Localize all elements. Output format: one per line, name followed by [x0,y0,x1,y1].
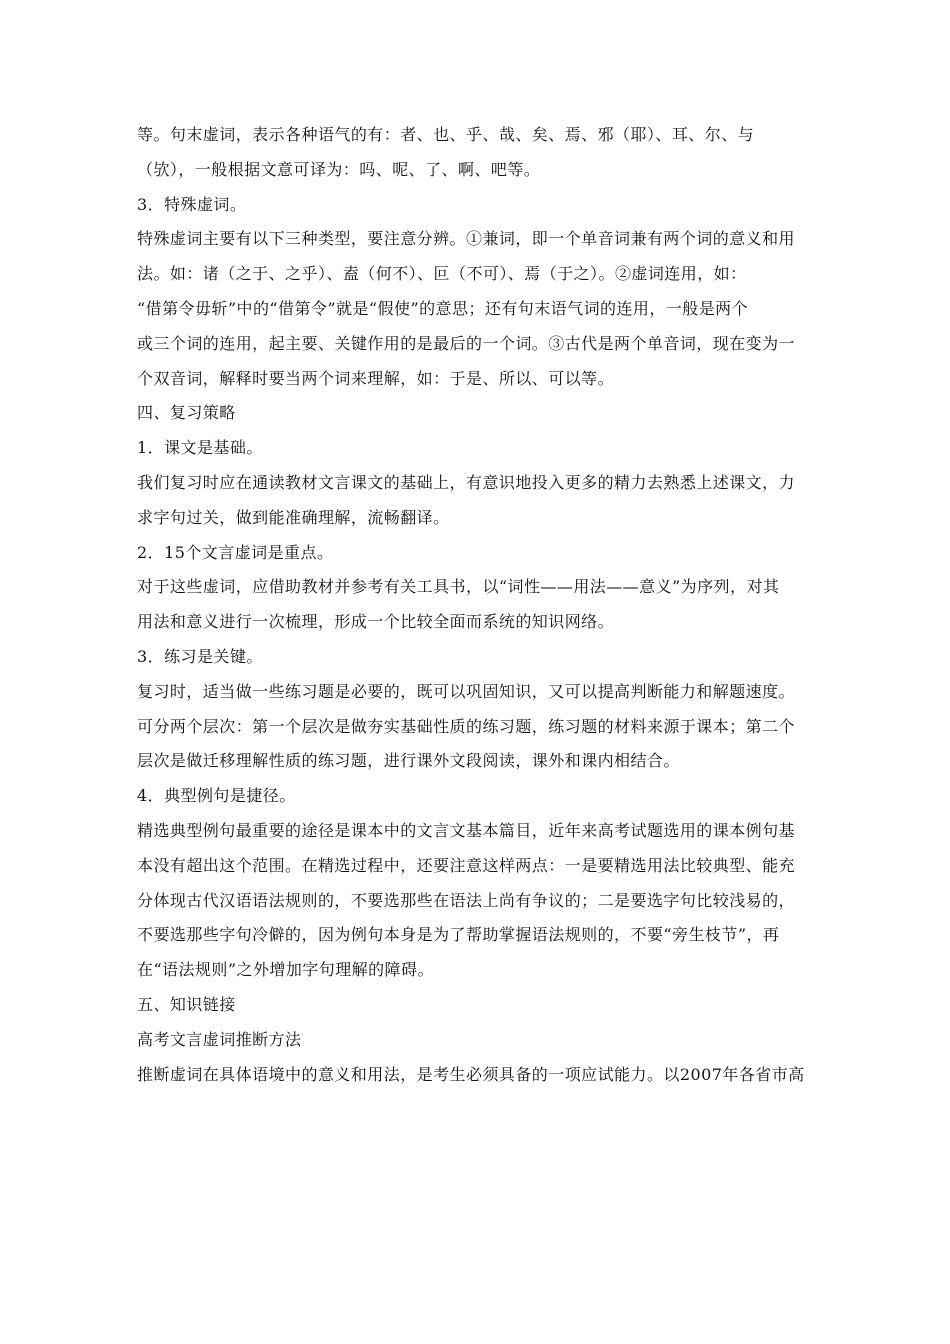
text-line-1: 等。句末虚词，表示各种语气的有：者、也、乎、哉、矣、焉、邪（耶）、耳、尔、与 [137,125,755,144]
text-line-28: 推断虚词在具体语境中的意义和用法，是考生必须具备的一项应试能力。以2007年各省市高 [137,1064,805,1084]
text-line-11: 我们复习时应在通读教材文言课文的基础上，有意识地投入更多的精力去熟悉上述课文，力 [137,472,796,492]
subheading-4: 4．典型例句是捷径。 [137,786,296,806]
subheading-2: 2．15个文言虚词是重点。 [137,542,334,562]
text-line-12: 求字句过关，做到能准确理解，流畅翻译。 [137,507,450,527]
section-heading-review-strategy: 四、复习策略 [137,403,236,423]
text-line-5: 法。如：诸（之于、之乎）、盍（何不）、叵（不可）、焉（于之）。②虚词连用，如： [137,264,747,284]
text-line-21: 精选典型例句最重要的途径是课本中的文言文基本篇目，近年来高考试题选用的课本例句基 [137,820,796,840]
text-line-7: 或三个词的连用，起主要、关键作用的是最后的一个词。③古代是两个单音词，现在变为一 [137,333,796,353]
section-heading-3: 3．特殊虚词。 [137,194,247,214]
text-line-25: 在“语法规则”之外增加字句理解的障碍。 [137,960,434,980]
text-line-24: 不要选那些字句冷僻的，因为例句本身是为了帮助掌握语法规则的，不要“旁生枝节”，再 [137,925,780,945]
subheading-1: 1．课文是基础。 [137,438,263,458]
text-line-2: （欤），一般根据文意可译为：吗、呢、了、啊、吧等。 [137,159,541,179]
text-line-8: 个双音词，解释时要当两个词来理解，如：于是、所以、可以等。 [137,368,615,388]
subheading-3: 3．练习是关键。 [137,646,263,666]
text-line-6: “借第令毋斩”中的“借第令”就是“假使”的意思；还有句末语气词的连用，一般是两个 [137,298,749,318]
text-line-17: 复习时，适当做一些练习题是必要的，既可以巩固知识，又可以提高判断能力和解题速度。 [137,681,796,701]
text-line-19: 层次是做迁移理解性质的练习题，进行课外文段阅读，课外和课内相结合。 [137,751,680,771]
text-line-22: 本没有超出这个范围。在精选过程中，还要注意这样两点：一是要精选用法比较典型、能充 [137,855,796,875]
text-line-18: 可分两个层次：第一个层次是做夯实基础性质的练习题，练习题的材料来源于课本；第二个 [137,716,796,736]
document-page [137,118,817,1092]
text-line-14: 对于这些虚词，应借助教材并参考有关工具书，以“词性——用法——意义”为序列，对其 [137,577,780,597]
subheading-inference-method: 高考文言虚词推断方法 [137,1029,302,1049]
text-line-23: 分体现古代汉语语法规则的，不要选那些在语法上尚有争议的；二是要选字句比较浅易的， [137,890,796,910]
text-line-15: 用法和意义进行一次梳理，形成一个比较全面而系统的知识网络。 [137,612,615,632]
section-heading-knowledge-link: 五、知识链接 [137,994,236,1014]
text-line-4: 特殊虚词主要有以下三种类型，要注意分辨。①兼词，即一个单音词兼有两个词的意义和用 [137,229,796,249]
